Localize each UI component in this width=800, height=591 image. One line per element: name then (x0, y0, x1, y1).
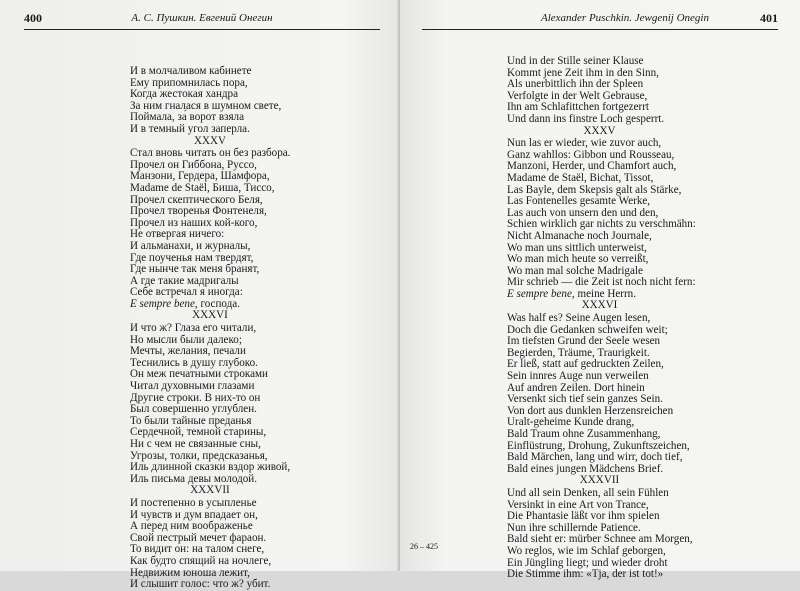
verse-line: Er ließ, statt auf gedruckten Zeilen, (507, 358, 664, 371)
verse-line: Ein Jüngling liegt; und wieder droht (507, 556, 668, 569)
italic-phrase: E sempre bene (130, 297, 195, 310)
verse-line: Las Fontenelles gesamte Werke, (507, 195, 651, 208)
verse-line: Поймала, за́ ворот взяла (130, 111, 245, 124)
verse-line: Und all sein Denken, all sein Fühlen (507, 486, 669, 499)
stanza-number: XXXV (583, 124, 616, 137)
verse-line: Ganz wahllos: Gibbon und Rousseau, (507, 148, 675, 161)
left-page-header (24, 8, 380, 28)
verse-line: Иль длинной сказки вздор живой, (130, 461, 291, 474)
verse-line: Иль письма девы молодой. (130, 472, 257, 485)
verse-line: Не отвергая ничего: (130, 228, 225, 241)
verse-line: Bald eines jungen Mädchens Brief. (507, 462, 664, 475)
stanza-number: XXXVII (579, 474, 620, 487)
left-page-number: 400 (24, 11, 42, 25)
verse-line: А перед ним воображенье (130, 520, 253, 533)
right-poem-text (507, 56, 696, 581)
verse-line: То были тайные преданья (130, 414, 252, 427)
left-poem-text (130, 66, 290, 591)
verse-line: Wo man mal solche Madrigale (507, 264, 643, 277)
verse-line: Nicht Almanache noch Journale, (507, 229, 652, 242)
verse-line: Себе встречал я иногда: (130, 286, 243, 299)
verse-line: Manzoni, Herder, und Chamfort auch, (507, 160, 677, 173)
stanza-number: XXXVII (190, 484, 230, 497)
right-page (400, 0, 800, 581)
stanza-number: XXXVI (581, 299, 618, 312)
verse-line: Die Phantasie läßt vor ihm spielen (507, 510, 660, 523)
verse-line: Он меж печатными строками (130, 368, 268, 381)
verse-line: Когда жестокая хандра (130, 88, 239, 101)
right-page-header (422, 8, 778, 28)
verse-line: Kommt jene Zeit ihm in den Sinn, (507, 66, 659, 79)
verse-line: Madame de Staël, Биша, Тиссо, (130, 181, 275, 194)
verse-line: Другие строки. В них-то он (130, 391, 261, 404)
verse-line: И чувств и дум впадает он, (130, 508, 258, 521)
verse-line: Im tiefsten Grund der Seele wesen (507, 335, 661, 348)
verse-line: И альманахи, и журналы, (130, 239, 251, 252)
verse-line: Мечты, желания, печали (130, 345, 246, 358)
verse-line: Ни с чем не связанные сны, (130, 438, 261, 450)
left-running-head: А. С. Пушкин. Евгений Онегин (131, 12, 273, 24)
stanza-number: XXXVI (192, 309, 228, 322)
verse-line: Прочел из наших кой-кого, (130, 216, 258, 229)
verse-line: Schien wirklich gar nichts zu verschmähn: (507, 218, 696, 231)
verse-line: Was half es? Seine Augen lesen, (507, 312, 651, 325)
verse-line: Auf andren Zeilen. Dort hinein (507, 381, 645, 394)
verse-line: Bald Märchen, lang und wirr, doch tief, (507, 451, 683, 464)
verse-line: Стал вновь читать он без разбора. (130, 147, 291, 160)
verse-line: Wo man mich heute so verreißt, (507, 253, 649, 266)
verse-line: Прочел скептического Беля, (130, 193, 263, 206)
verse-line: Und in der Stille seiner Klause (507, 55, 644, 67)
verse-line: Die Stimme ihm: «Tja, der ist tot!» (507, 568, 664, 581)
verse-line: Как будто спящий на ночлеге, (130, 554, 272, 567)
verse-line: Von dort aus dunklen Herzensreichen (507, 404, 674, 417)
verse-line: Недвижим юноша лежит, (130, 566, 250, 579)
verse-line: И в молчаливом кабинете (130, 65, 252, 77)
verse-line: Verfolgte in der Welt Gebrause, (507, 89, 648, 102)
verse-line: Las auch von unsern den und den, (507, 206, 659, 219)
verse-line: А где такие мадригалы (130, 274, 239, 287)
verse-line: Uralt-geheime Kunde drang, (507, 416, 635, 429)
verse-line: Где поученья нам твердят, (130, 251, 254, 264)
verse-line: Wo reglos, wie im Schlaf geborgen, (507, 544, 666, 557)
italic-phrase: E sempre bene (507, 287, 572, 300)
verse-line: Где нынче так меня бранят, (130, 263, 260, 276)
verse-line: Einflüstrung, Drohung, Zukunftszeichen, (507, 439, 690, 452)
left-header-rule (24, 29, 380, 30)
verse-line: Был совершенно углублен. (130, 403, 257, 416)
verse-line: За ним гналася в шумном свете, (130, 99, 282, 112)
verse-line: Прочел он Гиббона, Руссо, (130, 158, 257, 171)
verse-line: Nun ihre schillernde Patience. (507, 521, 641, 534)
verse-line: Ему припомнилась пора, (130, 76, 248, 89)
verse-line: Прочел творенья Фонтенеля, (130, 205, 267, 218)
verse-line: Mir schrieb — die Zeit ist noch nicht fern: (507, 276, 696, 289)
verse-line: Wo man uns sittlich unterweist, (507, 241, 647, 254)
verse-line: Las Bayle, dem Skepsis galt als Stärke, (507, 183, 682, 196)
verse-line: Bald Traum ohne Zusammenhang, (507, 428, 661, 440)
verse-line: Теснились в душу глубоко. (130, 356, 258, 369)
verse-line: Но мысли были далеко; (130, 333, 242, 346)
verse-line: Свой пестрый мечет фараон. (130, 531, 267, 544)
verse-line: Versinkt in eine Art von Trance, (507, 498, 649, 511)
verse-line: Bald sieht er: mürber Schnee am Morgen, (507, 533, 693, 546)
verse-line: Als unerbittlich ihn der Spleen (507, 78, 644, 91)
stanza-number: XXXV (193, 134, 227, 147)
verse-line: Madame de Staël, Bichat, Tissot, (507, 171, 654, 184)
verse-line: И слышит голос: что ж? убит. (130, 578, 271, 591)
verse-line: И в темный угол заперла. (130, 122, 250, 135)
verse-line: Читал духовными глазами (130, 380, 255, 393)
verse-line-rest: , meine Herrn. (571, 287, 636, 300)
verse-line: То видит он: на талом снеге, (130, 543, 265, 556)
verse-line: Угрозы, толки, предсказанья, (130, 449, 268, 462)
printer-signature: 26 – 425 (410, 542, 438, 551)
verse-line: И постепенно в усыпленье (130, 496, 257, 509)
verse-line: Sein innres Auge nun verweilen (507, 370, 649, 383)
verse-line: И что ж? Глаза его читали, (130, 322, 257, 335)
right-page-number: 401 (760, 11, 778, 25)
verse-line: Манзони, Гердера, Шамфора, (130, 170, 270, 183)
verse-line: Versenkt sich tief sein ganzes Sein. (507, 393, 663, 406)
right-header-rule (422, 29, 778, 30)
verse-line: Doch die Gedanken schweifen weit; (507, 323, 668, 336)
verse-line-rest: , господа. (194, 297, 240, 310)
verse-line: Сердечной, темной старины, (130, 426, 267, 439)
verse-line: Nun las er wieder, wie zuvor auch, (507, 137, 662, 150)
verse-line: Und dann ins finstre Loch gesperrt. (507, 112, 665, 125)
verse-line: Ihn am Schlafittchen fortgezerrt (507, 101, 649, 114)
right-running-head: Alexander Puschkin. Jewgenij Onegin (540, 12, 709, 24)
verse-line: Begierden, Träume, Traurigkeit. (507, 346, 650, 359)
